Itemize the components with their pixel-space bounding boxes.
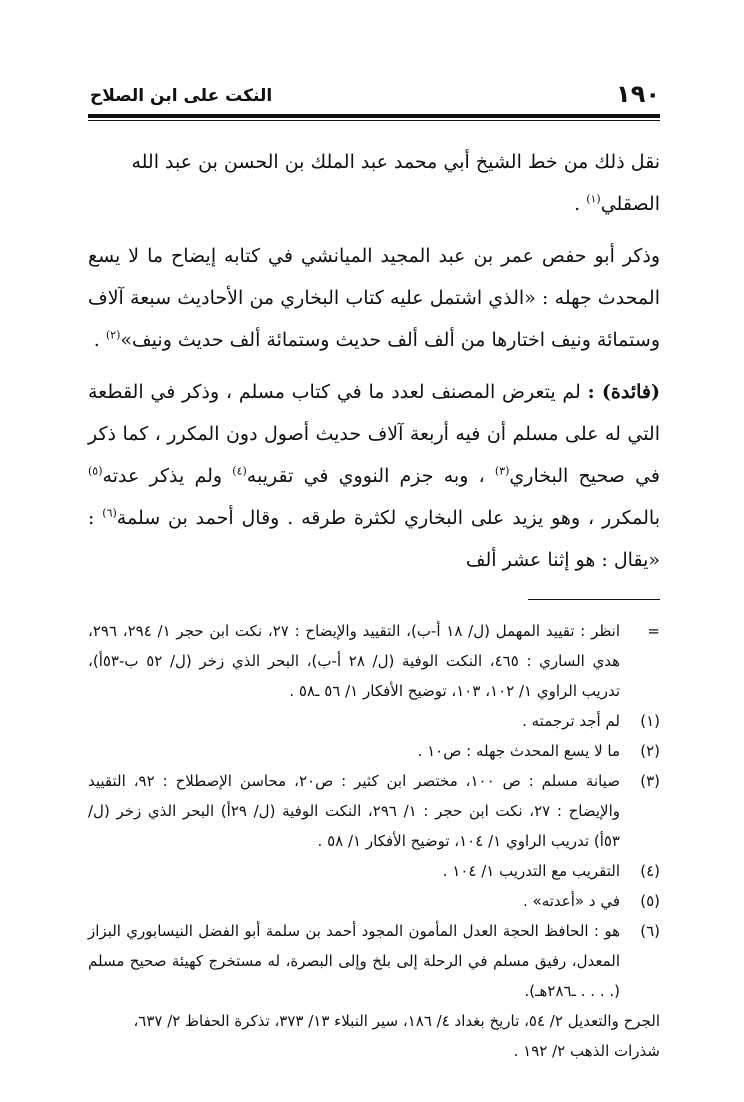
header-rule-thick xyxy=(88,114,660,118)
paragraph-1-text: نقل ذلك من خط الشيخ أبي محمد عبد الملك بن الحسن بن عبد الله الصقلي xyxy=(131,151,660,215)
footnote-5 xyxy=(88,886,660,916)
footnote-text: في د «أعدته» . xyxy=(523,892,620,910)
footnote-ref-2: (٢) xyxy=(105,328,121,342)
paragraph-3-text-3: ولم يذكر عدته xyxy=(102,465,233,487)
running-title: النكت على ابن الصلاح xyxy=(90,86,273,106)
footnote-continuation xyxy=(88,616,660,706)
book-page xyxy=(88,78,660,1078)
paragraph-3-text-4: بالمكرر ، وهو يزيد على البخاري لكثرة طرقه . وقال أحمد بن سلمة xyxy=(116,507,660,529)
footnote-text: هو : الحافظ الحجة العدل المأمون المجود أحمد بن سلمة أبو الفضل النيسابوري البزاز المعدل، رفيق مسلم في الرحلة إلى بلخ وإلى البصرة، له مستخرج كهيئة صحيح مسلم (. . . . ـ٢٨٦هـ). xyxy=(88,922,620,1000)
footnote-1 xyxy=(88,706,660,736)
paragraph-3-text-2: ، وبه جزم النووي في تقريبه xyxy=(246,465,495,487)
paragraph-2-text: وذكر أبو حفص عمر بن عبد المجيد الميانشي في كتابه إيضاح ما لا يسع المحدث جهله : «الذي اشتمل عليه كتاب البخاري من الأحاديث سبعة آلاف وستمائة ونيف اختارها من ألف ألف حديث وستمائة ألف حديث ونيف» xyxy=(88,245,660,351)
footnote-4 xyxy=(88,856,660,886)
footnote-text: لم أجد ترجمته . xyxy=(522,712,620,730)
footnote-marker: (٥) xyxy=(640,892,660,910)
footnote-ref-4: (٤) xyxy=(232,464,247,478)
footnote-marker: (١) xyxy=(640,712,660,730)
page-number: ١٩٠ xyxy=(616,80,660,108)
paragraph-1-end: . xyxy=(574,193,587,215)
paragraph-3-text-1: لم يتعرض المصنف لعدد ما في كتاب مسلم ، وذكر في القطعة التي له على مسلم أن فيه أربعة آلاف حديث أصول دون المكرر ، كما ذكر في صحيح البخاري xyxy=(88,381,661,487)
footnote-ref-1: (١) xyxy=(586,192,601,206)
faida-label: (فائدة) : xyxy=(587,381,660,403)
footnote-2 xyxy=(88,736,660,766)
header-rule-thin xyxy=(88,120,660,121)
footnote-text: صيانة مسلم : ص ١٠٠، مختصر ابن كثير : ص٢٠، محاسن الإصطلاح : ٩٢، التقييد والإيضاح : ٢٧، نكت ابن حجر : ١/ ٢٩٦، النكت الوفية (ل/ ٢٩أ) البحر الذي زخر (ل/ ٥٣أ) تدريب الراوي ١/ ١٠٤، توضيح الأفكار ١/ ٥٨ . xyxy=(88,772,620,850)
footnote-marker: (٦) xyxy=(640,922,660,940)
footnote-6-sources: الجرح والتعديل ٢/ ٥٤، تاريخ بغداد ٤/ ١٨٦، سير النبلاء ١٣/ ٣٧٣، تذكرة الحفاظ ٢/ ٦٣٧، شذرات الذهب ٢/ ١٩٢ . xyxy=(133,1012,660,1060)
footnote-ref-3: (٣) xyxy=(494,464,510,478)
footnote-text: التقريب مع التدريب ١/ ١٠٤ . xyxy=(442,862,620,880)
paragraph-2-end: . xyxy=(93,329,106,351)
paragraph-3-text-5: : «يقال : هو إثنا عشر ألف xyxy=(88,507,660,571)
footnote-text: ما لا يسع المحدث جهله : ص١٠ . xyxy=(417,742,620,760)
footnote-divider xyxy=(528,599,660,600)
paragraph-2 xyxy=(88,235,660,361)
footnote-marker: (٤) xyxy=(640,862,660,880)
paragraph-3 xyxy=(88,371,660,581)
footnote-text: انظر : تقييد المهمل (ل/ ١٨ أ-ب)، التقييد والإيضاح : ٢٧، نكت ابن حجر ١/ ٢٩٤، ٢٩٦، هدي الساري : ٤٦٥، النكت الوفية (ل/ ٢٨ أ-ب)، البحر الذي زخر (ل/ ٥٢ ب-٥٣أ)، تدريب الراوي ١/ ١٠٢، ١٠٣، توضيح الأفكار ١/ ٥٦ ـ٥٨ . xyxy=(88,622,621,700)
footnote-3 xyxy=(88,766,660,856)
footnotes xyxy=(88,616,660,1066)
footnote-marker: = xyxy=(647,622,660,640)
page-header xyxy=(88,78,660,114)
paragraph-1 xyxy=(88,141,660,225)
main-text xyxy=(88,141,660,581)
footnote-ref-6: (٦) xyxy=(102,506,117,520)
footnote-marker: (٣) xyxy=(640,772,660,790)
footnote-marker: (٢) xyxy=(640,742,660,760)
footnote-6 xyxy=(88,916,660,1006)
footnote-ref-5: (٥) xyxy=(88,464,103,478)
